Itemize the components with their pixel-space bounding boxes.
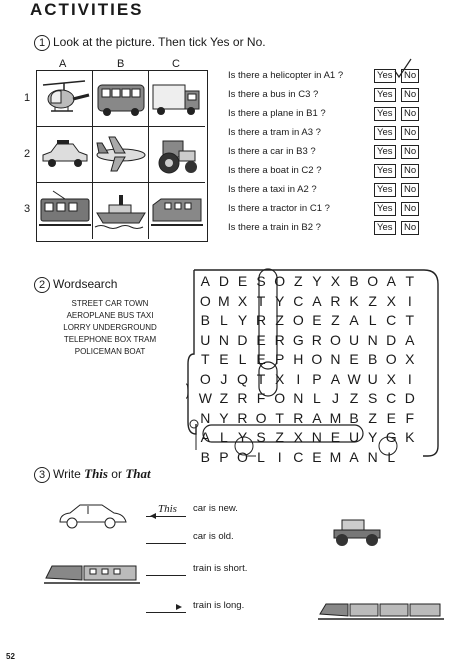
wordsearch-letter[interactable]: Z — [368, 409, 377, 426]
wordsearch-letter[interactable]: N — [330, 351, 341, 367]
word-list-line: POLICEMAN BOAT — [74, 347, 146, 356]
no-checkbox[interactable]: No — [401, 202, 419, 216]
wordsearch-letter[interactable]: C — [293, 448, 304, 465]
question-text: Is there a tram in A3 ? — [228, 127, 321, 138]
wordsearch-letter[interactable]: O — [274, 273, 286, 289]
cell-a3 — [37, 183, 93, 239]
wordsearch-letter[interactable]: U — [200, 331, 211, 348]
wordsearch-row — [196, 272, 419, 292]
wordsearch-letter[interactable]: B — [200, 312, 210, 328]
wordsearch-letter[interactable]: O — [274, 390, 286, 406]
wordsearch-letter[interactable]: X — [293, 429, 303, 445]
page-title: ACTIVITIES — [30, 0, 144, 19]
wordsearch-letter[interactable]: F — [256, 390, 266, 406]
wordsearch-letter[interactable]: D — [404, 390, 415, 406]
wordsearch-letter[interactable]: D — [218, 273, 229, 289]
cell-a1 — [37, 71, 93, 127]
wordsearch-letter[interactable]: T — [275, 409, 284, 426]
section3-title-or: or — [107, 467, 126, 481]
wordsearch-letter[interactable]: J — [220, 370, 228, 387]
wordsearch-letter[interactable]: Y — [219, 409, 229, 426]
wordsearch-letter[interactable] — [401, 448, 420, 468]
picture-grid — [36, 70, 208, 242]
wordsearch-letter[interactable]: L — [387, 448, 396, 465]
cell-b3 — [93, 183, 149, 239]
wordsearch-letter[interactable]: M — [218, 292, 230, 309]
wordsearch-letter[interactable]: Y — [312, 273, 322, 289]
no-checkbox[interactable]: No — [401, 164, 419, 178]
wordsearch-letter[interactable]: U — [367, 370, 378, 387]
wordsearch-letter[interactable]: T — [405, 312, 415, 328]
wordsearch-letter[interactable]: L — [238, 351, 247, 367]
wordsearch-letter[interactable]: T — [201, 351, 210, 367]
wordsearch-letter[interactable]: A — [349, 448, 359, 465]
row-header-3: 3 — [24, 203, 31, 215]
wordsearch-letter[interactable]: F — [405, 409, 415, 426]
wordsearch-letter[interactable]: C — [386, 390, 397, 406]
cell-a2 — [37, 127, 93, 183]
wordsearch-letter[interactable]: E — [256, 351, 266, 367]
question-text: Is there a train in B2 ? — [228, 222, 321, 233]
wordsearch-letter[interactable]: B — [349, 273, 359, 289]
wordsearch-letter[interactable]: Z — [293, 273, 303, 289]
wordsearch-letter[interactable]: D — [386, 331, 397, 348]
wordsearch-letter[interactable]: U — [348, 429, 360, 445]
yes-checkbox[interactable]: Yes — [374, 164, 396, 178]
wordsearch-letter[interactable]: K — [349, 292, 359, 309]
question-text: Is there a tractor in C1 ? — [228, 203, 330, 214]
wordsearch-letter[interactable]: Z — [275, 312, 284, 328]
wordsearch-letter[interactable]: Z — [275, 429, 284, 445]
wordsearch-row — [196, 428, 419, 448]
question-text: Is there a taxi in A2 ? — [228, 184, 317, 195]
wordsearch-letter[interactable]: X — [275, 370, 285, 387]
wordsearch-letter[interactable]: I — [296, 370, 301, 387]
wordsearch-letter[interactable]: T — [405, 273, 415, 289]
arrow-left-icon — [150, 513, 156, 519]
section2-number: 2 — [34, 277, 50, 293]
wordsearch-letter[interactable]: E — [349, 351, 359, 367]
wordsearch-letter[interactable]: O — [255, 409, 267, 426]
question-text: Is there a car in B3 ? — [228, 146, 316, 157]
wordsearch-letter[interactable]: A — [386, 273, 396, 289]
wordsearch-row — [196, 389, 419, 409]
wordsearch-letter[interactable]: R — [237, 409, 248, 426]
sentence-3: train is short. — [193, 563, 248, 574]
section3-title-that: That — [125, 466, 151, 481]
tram-icon — [37, 183, 93, 239]
wordsearch-letter[interactable]: D — [237, 331, 248, 348]
wordsearch-letter[interactable]: O — [237, 448, 248, 465]
wordsearch-letter[interactable]: Q — [237, 370, 248, 387]
wordsearch-letter[interactable]: T — [256, 292, 266, 309]
wordsearch-letter[interactable]: A — [349, 312, 359, 328]
wordsearch-letter[interactable]: T — [256, 370, 266, 387]
wordsearch-letter[interactable]: M — [329, 448, 342, 465]
wordsearch-letter[interactable]: R — [293, 409, 304, 426]
wordsearch-letter[interactable]: A — [330, 370, 341, 387]
long-train-icon — [318, 596, 444, 622]
wordsearch-letter[interactable]: H — [293, 351, 304, 367]
wordsearch-letter[interactable]: P — [312, 370, 322, 387]
no-checkbox[interactable]: No — [401, 126, 419, 140]
wordsearch-letter[interactable]: C — [293, 292, 304, 309]
old-car-icon — [330, 516, 384, 548]
arrows-group — [146, 503, 186, 613]
sentence-4: train is long. — [193, 600, 245, 611]
sentence-2: car is old. — [193, 531, 234, 542]
wordsearch-letter[interactable]: P — [275, 351, 285, 367]
cell-c1 — [149, 71, 205, 127]
word-list-line: AEROPLANE BUS TAXI — [66, 311, 154, 320]
wordsearch-letter[interactable]: J — [331, 390, 339, 406]
wordsearch-letter[interactable]: Y — [367, 429, 378, 445]
yes-checkbox[interactable]: Yes — [374, 126, 396, 140]
cell-c2 — [149, 127, 205, 183]
bus-icon — [93, 71, 149, 127]
train-icon — [149, 183, 205, 239]
cell-c3 — [149, 183, 205, 239]
section2-title: Wordsearch — [53, 277, 118, 292]
cell-b1 — [93, 71, 149, 127]
question-text: Is there a plane in B1 ? — [228, 108, 326, 119]
wordsearch-letter[interactable]: X — [386, 370, 396, 387]
tractor-icon — [149, 127, 205, 183]
row-header-2: 2 — [24, 148, 31, 160]
wordsearch-letter[interactable]: W — [347, 370, 361, 387]
wordsearch-letter[interactable]: X — [237, 292, 248, 309]
no-checkbox[interactable]: No — [401, 88, 419, 102]
wordsearch-letter[interactable]: G — [292, 331, 304, 348]
wordsearch-letter[interactable]: P — [219, 448, 229, 465]
wordsearch-letter[interactable]: L — [368, 312, 377, 328]
wordsearch-letter[interactable]: A — [200, 429, 210, 445]
wordsearch-letter[interactable]: R — [330, 292, 341, 309]
wordsearch-letter[interactable]: L — [219, 429, 228, 445]
section1-number: 1 — [34, 35, 50, 51]
wordsearch-letter[interactable]: O — [330, 331, 341, 348]
wordsearch-row — [196, 292, 419, 312]
word-list-line: TELEPHONE BOX TRAM — [63, 335, 157, 344]
yes-checkbox[interactable]: Yes — [374, 88, 396, 102]
truck-icon — [149, 71, 205, 127]
wordsearch-letter[interactable]: N — [218, 331, 229, 348]
column-header-c: C — [172, 58, 180, 70]
section2-heading — [34, 277, 117, 293]
row-header-1: 1 — [24, 92, 31, 104]
wordsearch-letter[interactable]: E — [237, 273, 248, 289]
wordsearch-letter[interactable]: Y — [237, 312, 248, 328]
wordsearch-letter[interactable]: R — [256, 312, 267, 328]
wordsearch-letter[interactable]: E — [330, 429, 341, 445]
wordsearch-row — [196, 409, 419, 429]
wordsearch-letter[interactable]: R — [237, 390, 248, 406]
yes-checkbox[interactable]: Yes — [374, 107, 396, 121]
wordsearch-letter[interactable]: S — [256, 429, 266, 445]
wordsearch-letter[interactable]: G — [385, 429, 397, 445]
wordsearch-letter[interactable]: M — [329, 409, 342, 426]
wordsearch-letter[interactable]: W — [198, 390, 212, 406]
sentence-1: car is new. — [193, 503, 238, 514]
wordsearch-letter[interactable]: Y — [275, 292, 285, 309]
wordsearch-letter[interactable]: E — [312, 448, 322, 465]
wordsearch-letter[interactable]: Z — [331, 312, 340, 328]
wordsearch-letter[interactable]: X — [386, 292, 396, 309]
wordsearch-letter[interactable]: B — [349, 409, 359, 426]
wordsearch-letter[interactable]: L — [257, 448, 265, 465]
word-list-line: LORRY UNDERGROUND — [63, 323, 157, 332]
wordsearch-row — [196, 350, 419, 370]
no-checkbox[interactable]: No — [401, 145, 419, 159]
wordsearch-letter[interactable]: I — [407, 370, 412, 387]
boat-icon — [93, 183, 149, 239]
wordsearch-letter[interactable]: C — [386, 312, 397, 328]
wordsearch-letter[interactable]: O — [385, 351, 397, 367]
wordsearch-letter[interactable]: A — [312, 292, 322, 309]
no-checkbox[interactable]: No — [401, 183, 419, 197]
wordsearch-letter[interactable]: X — [405, 351, 415, 367]
word-list-line: STREET CAR TOWN — [71, 299, 149, 308]
wordsearch-letter[interactable]: L — [312, 390, 321, 406]
wordsearch-letter[interactable]: N — [293, 390, 304, 406]
wordsearch-letter[interactable]: O — [292, 312, 304, 328]
wordsearch-letter[interactable]: R — [274, 331, 285, 348]
wordsearch-row — [196, 331, 419, 351]
wordsearch-letter[interactable]: I — [407, 292, 412, 309]
short-train-icon — [44, 558, 140, 586]
wordsearch-letter[interactable]: R — [311, 331, 322, 348]
section3-title-prefix: Write — [53, 467, 85, 481]
wordsearch-row — [196, 311, 419, 331]
wordsearch-letter[interactable]: E — [386, 409, 396, 426]
plane-icon — [93, 127, 149, 183]
wordsearch-letter[interactable]: I — [277, 448, 282, 465]
wordsearch-letter[interactable]: E — [219, 351, 229, 367]
yes-checkbox[interactable]: Yes — [374, 221, 396, 235]
wordsearch-letter[interactable]: A — [200, 273, 210, 289]
new-car-icon — [58, 500, 128, 532]
section1-instruction — [34, 35, 266, 51]
column-header-b: B — [117, 58, 125, 70]
question-text: Is there a boat in C2 ? — [228, 165, 322, 176]
yes-checkbox[interactable]: Yes — [374, 69, 396, 83]
word-list — [45, 298, 175, 358]
wordsearch-letter[interactable]: O — [199, 292, 211, 309]
yes-checkbox[interactable]: Yes — [374, 202, 396, 216]
wordsearch-grid — [196, 272, 419, 467]
tick-mark-icon — [393, 57, 413, 79]
cell-b2 — [93, 127, 149, 183]
helicopter-icon — [37, 71, 93, 127]
wordsearch-row — [196, 370, 419, 390]
wordsearch-letter[interactable]: O — [311, 351, 323, 367]
question-text: Is there a helicopter in A1 ? — [228, 70, 344, 81]
wordsearch-letter[interactable]: U — [348, 331, 360, 348]
arrow-right-icon — [176, 604, 182, 610]
yes-checkbox[interactable]: Yes — [374, 145, 396, 159]
wordsearch-letter[interactable]: S — [256, 273, 266, 289]
wordsearch-letter[interactable]: Y — [237, 429, 248, 445]
wordsearch-letter[interactable]: N — [367, 331, 378, 348]
wordsearch-letter[interactable]: E — [312, 312, 322, 328]
wordsearch-letter[interactable]: Z — [349, 390, 359, 406]
wordsearch-row — [196, 448, 419, 468]
example-answer: This — [158, 503, 177, 515]
section3-number: 3 — [34, 467, 50, 483]
wordsearch-letter[interactable]: Z — [368, 292, 377, 309]
wordsearch-letter[interactable]: X — [330, 273, 341, 289]
section1-instruction-text: Look at the picture. Then tick Yes or No. — [53, 35, 266, 50]
wordsearch-letter[interactable]: E — [256, 331, 266, 348]
no-checkbox[interactable]: No — [401, 69, 419, 83]
car-icon — [37, 127, 93, 183]
wordsearch-letter[interactable]: Z — [219, 390, 229, 406]
wordsearch-letter[interactable]: N — [367, 448, 378, 465]
page-number: 52 — [6, 652, 15, 661]
wordsearch-letter[interactable]: S — [367, 390, 378, 406]
question-text: Is there a bus in C3 ? — [228, 89, 319, 100]
wordsearch-letter[interactable]: B — [200, 448, 210, 465]
wordsearch-letter[interactable]: N — [311, 429, 322, 445]
wordsearch-letter[interactable]: N — [200, 409, 211, 426]
wordsearch-letter[interactable]: A — [405, 331, 415, 348]
no-checkbox[interactable]: No — [401, 221, 419, 235]
wordsearch-letter[interactable]: K — [405, 429, 415, 445]
section3-title-this: This — [84, 466, 108, 481]
wordsearch-letter[interactable]: A — [312, 409, 322, 426]
wordsearch-letter[interactable]: O — [199, 370, 211, 387]
column-header-a: A — [59, 58, 67, 70]
no-checkbox[interactable]: No — [401, 107, 419, 121]
wordsearch-letter[interactable]: B — [367, 351, 378, 367]
wordsearch-letter[interactable]: O — [367, 273, 379, 289]
wordsearch-letter[interactable]: L — [219, 312, 228, 328]
section3-heading — [34, 466, 151, 483]
yes-checkbox[interactable]: Yes — [374, 183, 396, 197]
